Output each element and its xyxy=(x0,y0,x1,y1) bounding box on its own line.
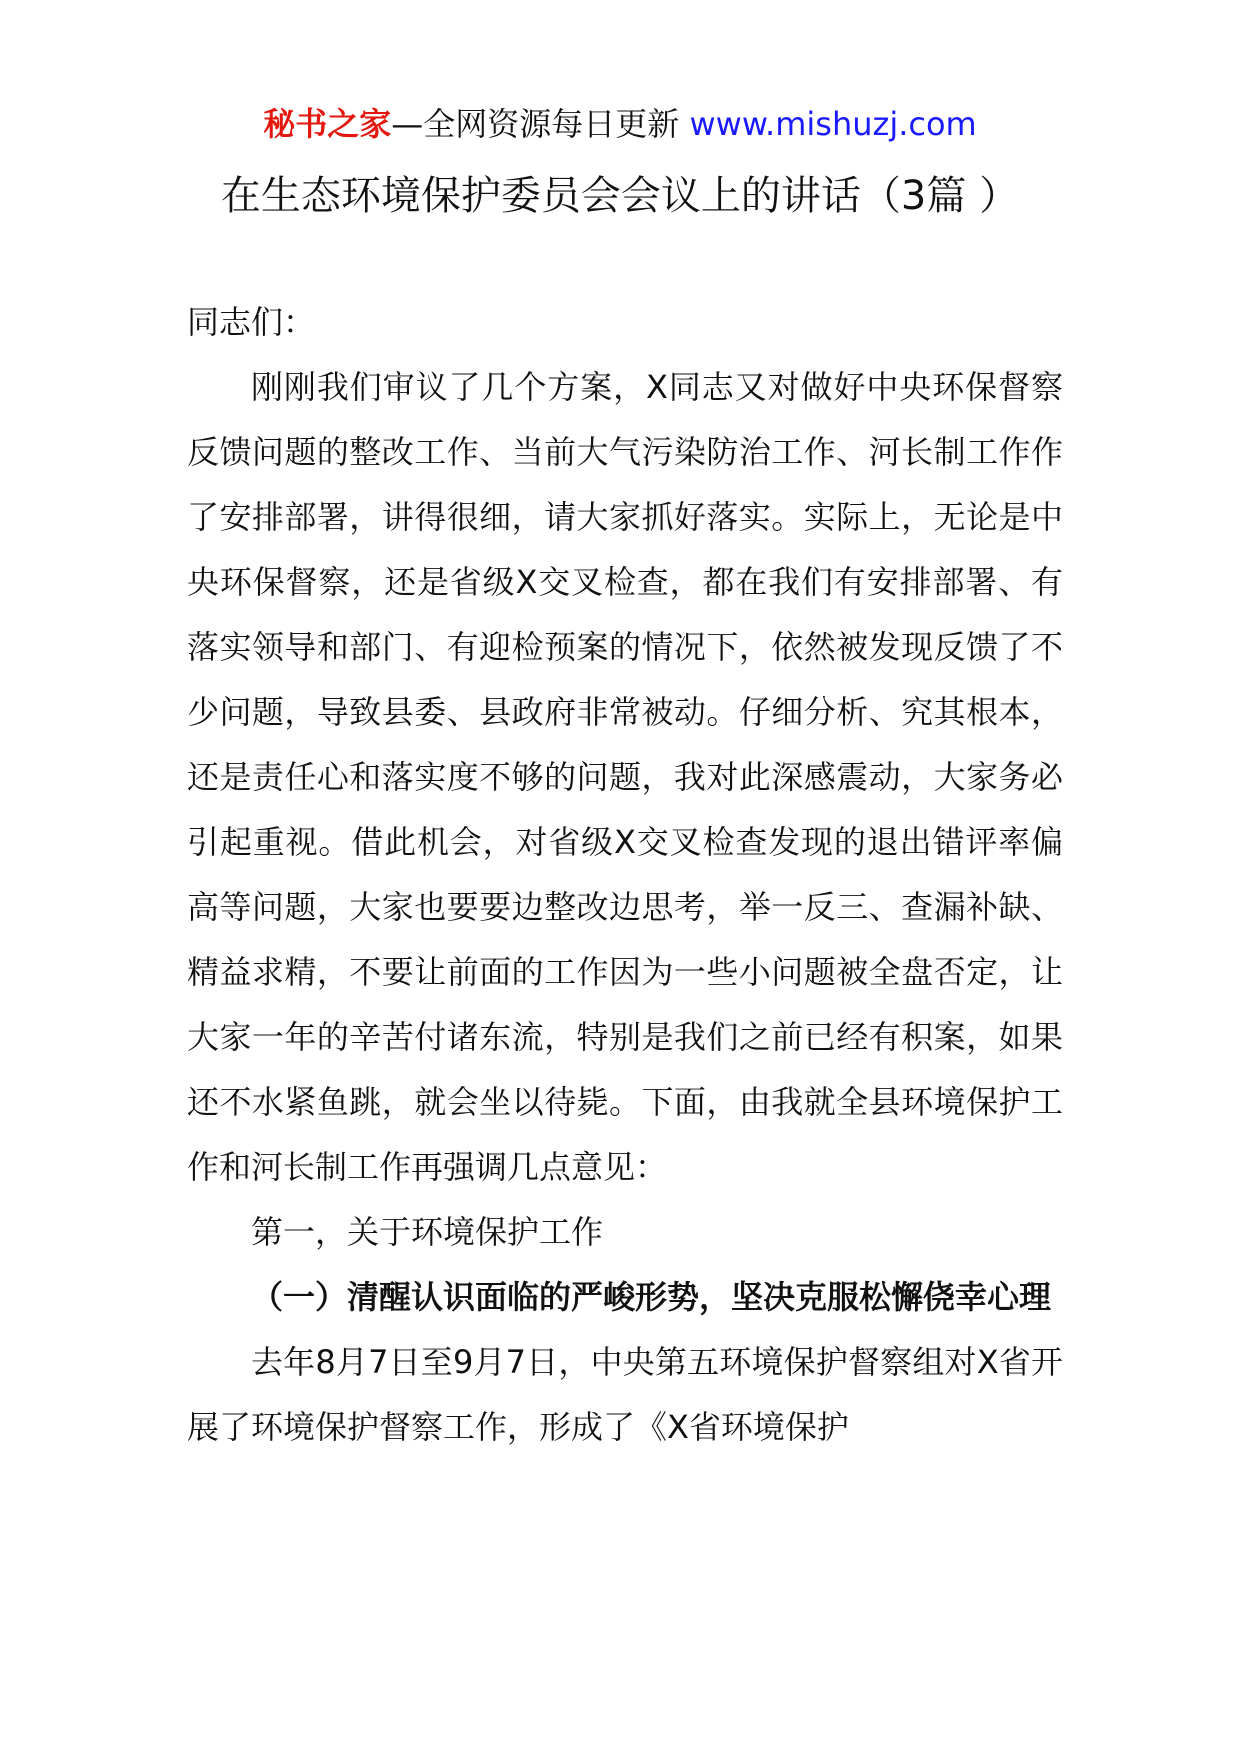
document-title: 在生态环境保护委员会会议上的讲话（3篇 ） xyxy=(220,173,1020,219)
sub-heading: （一）清醒认识面临的严峻形势，坚决克服松懈侥幸心理 xyxy=(251,1278,1052,1316)
site-header xyxy=(0,100,1240,148)
site-url[interactable]: www.mishuzj.com xyxy=(689,105,977,143)
salutation: 同志们： xyxy=(187,303,316,341)
body-paragraph: 刚刚我们审议了几个方案，X同志又对做好中央环保督察反馈问题的整改工作、当前大气污染防治工作、河长制工作作了安排部署，讲得很细，请大家抓好落实。实际上，无论是中央环保督察，还是省级X交叉检查，都在我们有安排部署、有落实领导和部门、有迎检预案的情况下，依然被发现反馈了不少问题，导致县委、县政府非常被动。仔细分析、究其根本，还是责任心和落实度不够的问题，我对此深感震动，大家务必引起重视。借此机会，对省级X交叉检查发现的退出错评率偏高等问题，大家也要要边整改边思考，举一反三、查漏补缺、精益求精，不要让前面的工作因为一些小问题被全盘否定，让大家一年的辛苦付诸东流，特别是我们之前已经有积案，如果还不水紧鱼跳，就会坐以待毙。下面，由我就全县环境保护工作和河长制工作再强调几点意见： xyxy=(187,368,1063,1186)
brand-name: 秘书之家 xyxy=(263,105,392,143)
body-paragraph-last: 去年8月7日至9月7日，中央第五环境保护督察组对X省开展了环境保护督察工作，形成了《X省环境保护 xyxy=(187,1343,1063,1446)
document-body xyxy=(187,290,1063,1460)
section-heading: 第一，关于环境保护工作 xyxy=(251,1213,604,1251)
header-tagline: —全网资源每日更新 xyxy=(391,105,690,143)
